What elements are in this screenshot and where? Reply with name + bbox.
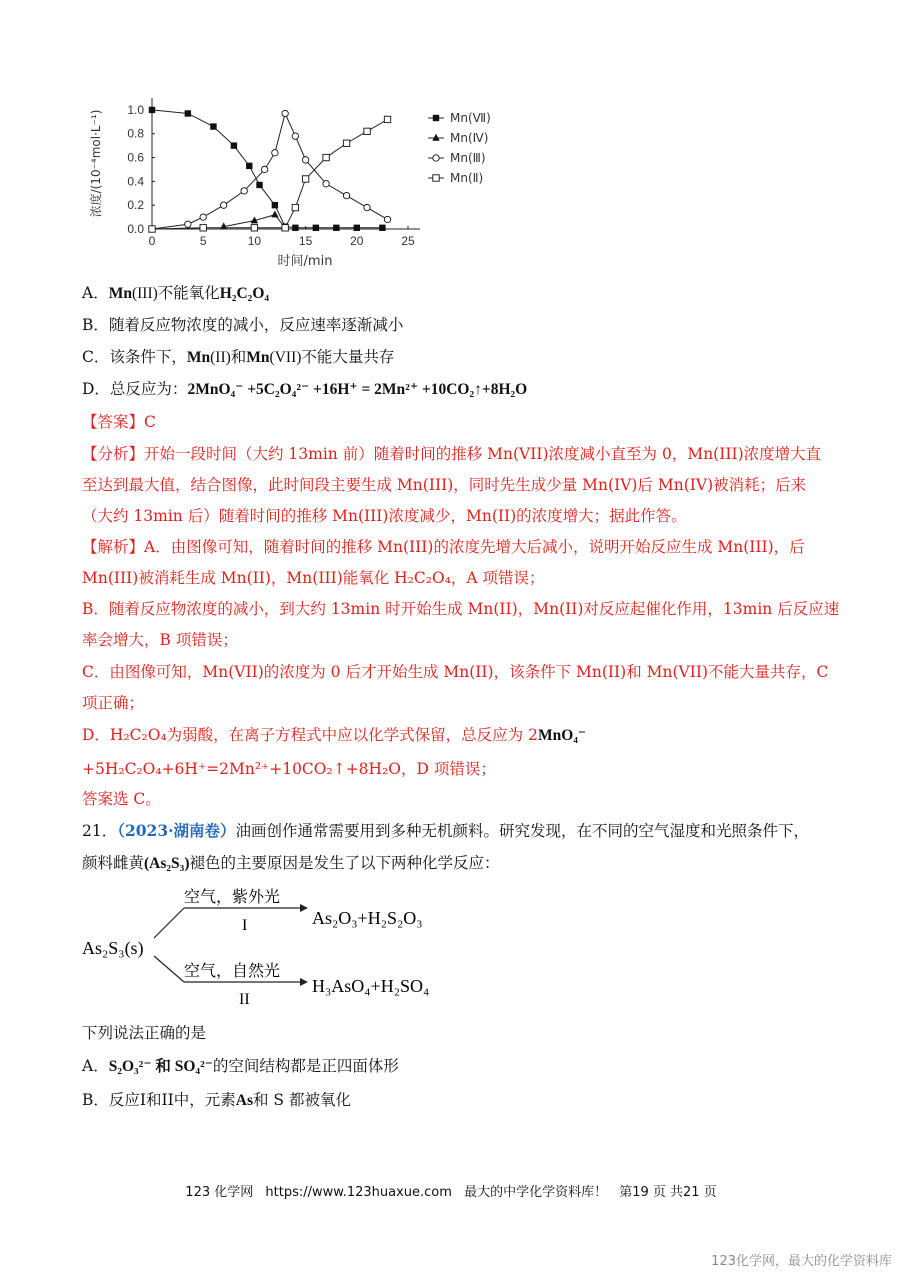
legend-marker — [433, 115, 439, 121]
detail-line-6: 项正确； — [82, 694, 145, 712]
analysis-line-2: 至达到最大值，结合图像，此时间段主要生成 Mn(III)，同时先生成少量 Mn(IV)后 Mn(IV)被消耗；后来 — [82, 476, 807, 494]
data-point — [220, 202, 226, 208]
data-point — [241, 188, 247, 194]
data-point — [379, 225, 385, 231]
concentration-time-chart — [78, 88, 518, 270]
legend-label: Mn(Ⅶ) — [450, 111, 491, 125]
option-d: D．总反应为：2MnO₄⁻ +5C₂O₄²⁻ +16H⁺ = 2Mn²⁺ +10CO₂↑+8H₂O — [82, 380, 528, 398]
question-21-prompt: 下列说法正确的是 — [82, 1024, 207, 1042]
reaction-scheme — [82, 882, 462, 1012]
y-axis-label: 浓度/(10⁻⁴mol·L⁻¹) — [89, 109, 103, 218]
scheme-branch-lower — [154, 956, 184, 982]
data-point — [302, 157, 308, 163]
scheme-branch-upper — [154, 908, 184, 938]
data-point — [384, 216, 390, 222]
data-point — [302, 176, 308, 182]
series-2 — [149, 110, 391, 232]
y-tick-label: 0.4 — [127, 174, 144, 189]
data-point — [256, 182, 262, 188]
data-point — [261, 166, 267, 172]
data-point — [251, 225, 257, 231]
y-tick-label: 0.8 — [127, 126, 144, 141]
legend-marker — [433, 155, 439, 161]
data-point — [313, 225, 319, 231]
data-point — [292, 225, 298, 231]
detail-line-2: Mn(III)被消耗生成 Mn(II)，Mn(III)能氧化 H₂C₂O₄，A 项错误； — [82, 569, 545, 587]
detail-line-4: 率会增大，B 项错误； — [82, 631, 238, 649]
scheme-arrowhead-lower — [300, 978, 308, 986]
page-footer — [0, 1181, 902, 1200]
data-point — [282, 225, 288, 231]
y-tick-label: 0.2 — [127, 198, 144, 213]
x-tick-label: 20 — [350, 234, 364, 248]
x-tick-label: 0 — [148, 234, 156, 248]
series-line — [152, 119, 388, 229]
y-tick-label: 1.0 — [127, 102, 144, 117]
y-tick-label: 0.6 — [127, 150, 144, 165]
question-21-option-a: A．S₂O₃²⁻ 和 SO₄²⁻的空间结构都是正四面体形 — [82, 1057, 399, 1075]
answer-label: 【答案】C — [82, 413, 156, 431]
data-point — [200, 225, 206, 231]
scheme-product-2: H₃AsO₄+H₂SO₄ — [312, 976, 430, 996]
data-point — [149, 107, 155, 113]
scheme-reactant: As₂S₃(s) — [82, 938, 144, 958]
footer-site: 123 化学网 — [185, 1185, 254, 1200]
chart-series — [149, 107, 391, 232]
data-point — [272, 202, 278, 208]
detail-line-8: +5H₂C₂O₄+6H⁺=2Mn²⁺+10CO₂↑+8H₂O，D 项错误； — [82, 760, 496, 778]
scheme-condition-2: 空气，自然光 — [184, 961, 281, 980]
question-21-line-2: 颜料雌黄(As₂S₃)褪色的主要原因是发生了以下两种化学反应： — [82, 854, 500, 872]
scheme-condition-1: 空气，紫外光 — [184, 887, 281, 906]
footer-slogan: 最大的中学化学资料库！ — [464, 1185, 608, 1200]
data-point — [354, 225, 360, 231]
data-point — [185, 110, 191, 116]
x-tick-label: 25 — [401, 234, 415, 248]
legend-marker — [433, 175, 439, 181]
data-point — [343, 140, 349, 146]
scheme-label-2: II — [239, 991, 250, 1008]
detail-line-3: B．随着反应物浓度的减小，到大约 13min 时开始生成 Mn(II)，Mn(II)对反应起催化作用，13min 后反应速 — [82, 600, 840, 618]
question-21-option-b: B．反应I和II中，元素As和 S 都被氧化 — [82, 1091, 351, 1109]
data-point — [149, 226, 155, 232]
data-point — [185, 221, 191, 227]
data-point — [323, 181, 329, 187]
analysis-line-1: 【分析】开始一段时间（大约 13min 前）随着时间的推移 Mn(VII)浓度减小直至为 0，Mn(III)浓度增大直 — [82, 445, 822, 463]
scheme-label-1: I — [242, 917, 248, 934]
watermark: 123化学网，最大的化学资料库 — [711, 1254, 892, 1269]
data-point — [323, 154, 329, 160]
data-point — [364, 128, 370, 134]
analysis-line-3: （大约 13min 后）随着时间的推移 Mn(III)浓度减少，Mn(II)的浓度增大；据此作答。 — [82, 507, 687, 525]
data-point — [343, 192, 349, 198]
detail-line-7: D．H₂C₂O₄为弱酸，在离子方程式中应以化学式保留，总反应为 2MnO₄⁻ — [82, 726, 587, 744]
x-tick-label: 15 — [298, 234, 313, 248]
series-3 — [149, 116, 391, 232]
detail-line-9: 答案选 C。 — [82, 790, 161, 808]
scheme-arrowhead-upper — [300, 904, 308, 912]
y-tick-label: 0.0 — [127, 222, 144, 236]
data-point — [292, 133, 298, 139]
question-21-line-1: 21．（2023·湖南卷）油画创作通常需要用到多种无机颜料。研究发现，在不同的空气湿度和光照条件下， — [82, 821, 810, 840]
legend-label: Mn(Ⅲ) — [450, 151, 486, 165]
legend-label: Mn(Ⅱ) — [450, 171, 484, 185]
footer-page: 第19 页 共21 页 — [619, 1185, 717, 1200]
footer-url[interactable]: https://www.123huaxue.com — [265, 1185, 452, 1200]
option-b: B．随着反应物浓度的减小，反应速率逐渐减小 — [82, 316, 404, 334]
data-point — [272, 150, 278, 156]
series-line — [152, 113, 388, 229]
data-point — [364, 204, 370, 210]
chart-axes — [88, 98, 420, 269]
scheme-product-1: As₂O₃+H₂S₂O₃ — [312, 908, 423, 928]
data-point — [246, 163, 252, 169]
x-tick-label: 10 — [247, 234, 262, 248]
option-a: A．Mn(III)不能氧化H₂C₂O₄ — [82, 284, 270, 302]
data-point — [384, 116, 390, 122]
detail-line-1: 【解析】A．由图像可知，随着时间的推移 Mn(III)的浓度先增大后减小，说明开始反应生成 Mn(III)，后 — [82, 538, 805, 556]
x-tick-label: 5 — [199, 234, 207, 248]
legend-label: Mn(Ⅳ) — [450, 131, 489, 145]
chart-legend — [428, 111, 491, 185]
x-axis-label: 时间/min — [277, 254, 333, 269]
data-point — [333, 225, 339, 231]
data-point — [210, 123, 216, 129]
detail-line-5: C．由图像可知，Mn(VII)的浓度为 0 后才开始生成 Mn(II)，该条件下 Mn(II)和 Mn(VII)不能大量共存，C — [82, 663, 829, 681]
data-point — [231, 142, 237, 148]
legend-marker — [432, 134, 439, 141]
data-point — [292, 204, 298, 210]
option-c: C．该条件下，Mn(II)和Mn(VII)不能大量共存 — [82, 348, 395, 366]
data-point — [282, 110, 288, 116]
data-point — [200, 214, 206, 220]
